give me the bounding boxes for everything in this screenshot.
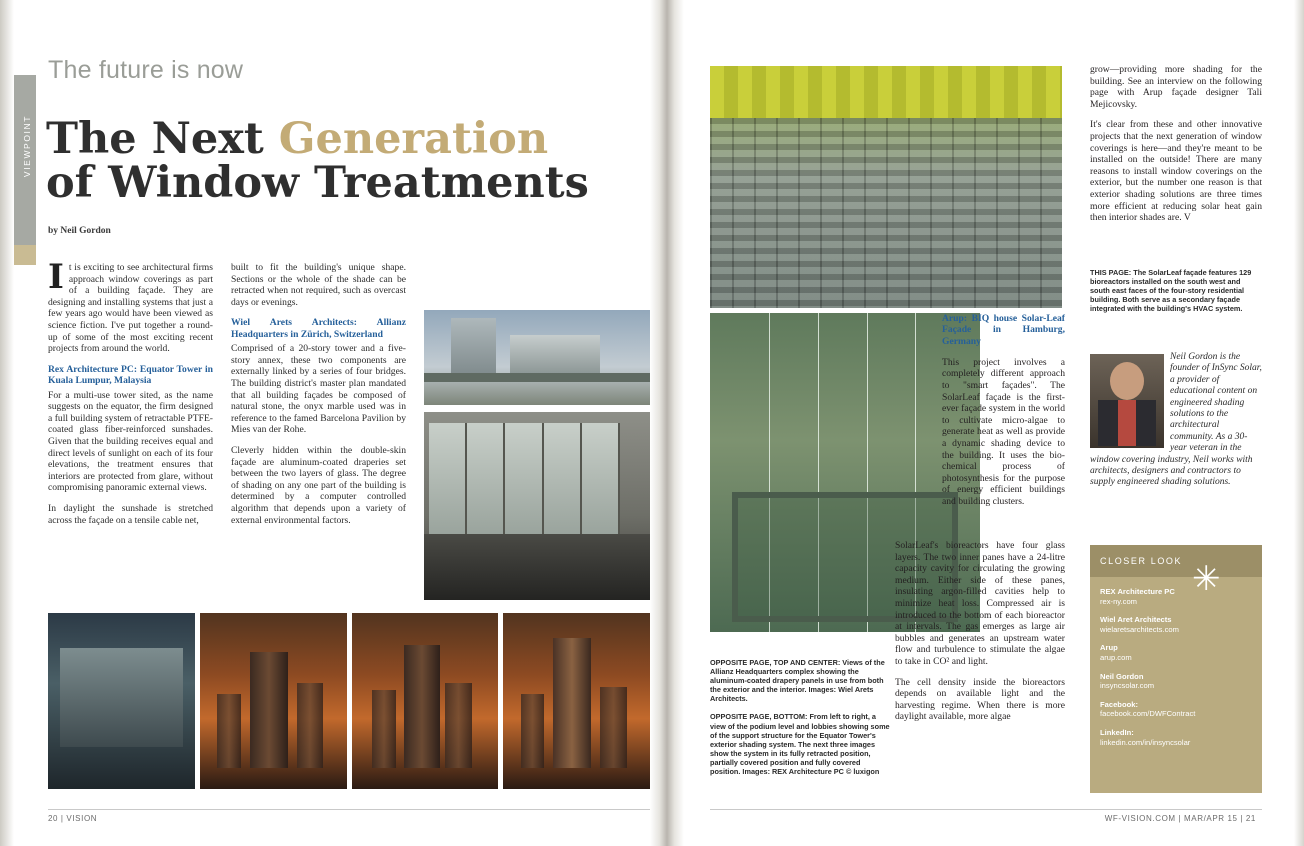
closer-look-title: CLOSER LOOK	[1090, 545, 1262, 577]
photo-allianz-interior-art	[424, 412, 650, 600]
entry-name: Facebook:	[1100, 699, 1138, 709]
body-column-1	[48, 257, 213, 535]
caption-opposite-page	[710, 658, 892, 785]
biq-roof-panels	[710, 66, 1062, 118]
paragraph-arets-2: Cleverly hidden within the double-skin façade are aluminum-coated draperies set between the two layers of glass. The degree of shading on any one part of the building is determined by a computer controlled algorithm that depends upon a variety of external environmental factors.	[231, 444, 406, 526]
list-item[interactable]	[1100, 587, 1252, 606]
tower-body	[250, 652, 288, 768]
left-page-edge	[0, 0, 14, 846]
paragraph-solarleaf-1: SolarLeaf's bioreactors have four glass layers. The two inner panes have a 24-litre capacity cavity for circulating the growing medium. Either side of these panes, insulating argon-filled cavities help to minimize heat loss. Compressed air is introduced to the bottom of each bioreactor at intervals. The gas emerges as large air bubbles and generates an upstream water flow and turbulence to stimulate the algae to take in CO² and light.	[895, 540, 1065, 667]
entry-name: REX Architecture PC	[1100, 587, 1175, 596]
caption-top-center: OPPOSITE PAGE, TOP AND CENTER: Views of the Allianz Headquarters complex showing the aluminum-coated drapery panels in use from both the exterior and the interior. Images: Wiel Arets Architects.	[710, 658, 885, 704]
entry-sub: linkedin.com/in/insyncsolar	[1100, 737, 1191, 747]
photo-tower-retracted	[200, 613, 347, 789]
entry-name: LinkedIn:	[1100, 727, 1134, 737]
entry-name: Arup	[1100, 643, 1118, 653]
subhead-arup: Arup: BIQ house Solar-Leaf Façade in Hamburg, Germany	[942, 313, 1065, 347]
paragraph-rex-1: For a multi-use tower sited, as the name suggests on the equator, the firm designed a full building system of retractable PTFE-coated glass fiber-reinforced sunshades. Given that the building receives equal and direct levels of sunlight on each of its four elevations, the treatment ensures that interiors are protected from glare, without compromising panoramic external views.	[48, 389, 213, 494]
biq-building	[710, 66, 1062, 308]
photo-podium-lobby	[48, 613, 195, 789]
asterisk-icon: ✳	[1192, 560, 1221, 598]
list-item[interactable]	[1100, 728, 1252, 747]
window-bay	[582, 423, 620, 534]
list-item[interactable]	[1100, 672, 1252, 691]
paragraph-rex-2: In daylight the sunshade is stretched across the façade on a tensile cable net,	[48, 502, 213, 526]
entry-sub: rex-ny.com	[1100, 596, 1137, 606]
avatar	[1090, 354, 1164, 448]
photo-allianz-exterior-art	[424, 310, 650, 405]
building-tower	[451, 318, 496, 377]
paragraph-closing-1: grow—providing more shading for the building. See an interview on the following page with Arup façade designer Tali Mejicovsky.	[1090, 64, 1262, 110]
tower-secondary	[217, 694, 240, 768]
page-gutter	[650, 0, 684, 846]
window-bay	[429, 423, 467, 534]
entry-sub: wielaretsarchitects.com	[1100, 624, 1179, 634]
author-bio	[1090, 352, 1262, 489]
entry-sub: insyncsolar.com	[1100, 681, 1155, 691]
section-tab-label: VIEWPOINT	[22, 114, 32, 178]
building-annex	[510, 335, 600, 373]
folio-right: WF-VISION.COM | MAR/APR 15 | 21	[1104, 814, 1256, 823]
article-kicker: The future is now	[48, 56, 244, 84]
paragraph-arup-1: This project involves a completely different approach to "smart façades". The SolarLeaf façade is the first-ever façade system in the world to cultivate micro-algae to generate heat as well as provide a dynamic shading device to the building. It uses the bio-chemical process of photosynthesis for the purpose of energy efficient buildings and building clusters.	[942, 356, 1065, 507]
interior-floor	[424, 534, 650, 600]
body-column-right-b	[895, 540, 1065, 723]
list-item[interactable]	[1100, 700, 1252, 719]
paragraph-intro	[48, 257, 213, 355]
tower-secondary	[372, 690, 395, 767]
podium-structure	[60, 648, 183, 747]
headline-line-2: of Window Treatments	[46, 157, 589, 208]
bridge-deck	[424, 373, 650, 383]
entry-name: Neil Gordon	[1100, 671, 1144, 681]
photo-allianz-interior	[424, 412, 650, 600]
headline-part-2: Generation	[278, 114, 549, 164]
tower-secondary	[600, 687, 626, 768]
window-bay	[544, 423, 582, 534]
paragraph-arets-1: Comprised of a 20-story tower and a five-story annex, these two components are externally linked by a series of four bridges. The building district's master plan mandated that all building façades be composed of natural stone, the onyx marble used was in reference to the famed Barcelona Pavilion by Mies van der Rohe.	[231, 343, 406, 436]
intro-text: t is exciting to see architectural firms approach window coverings as part of a building façade. They are designing and installing systems that just a few years ago would have been viewed as science fiction. I've put together a round-up of some of the most exciting recent projects from around the world.	[48, 262, 213, 355]
body-column-right-c	[1090, 64, 1262, 224]
window-bay	[467, 423, 505, 534]
page-title	[46, 114, 646, 208]
photo-biq-facade	[710, 66, 1062, 308]
closer-look-list	[1090, 577, 1262, 747]
entry-sub: facebook.com/DWFContract	[1100, 709, 1196, 719]
headline-part-1: The Next	[46, 114, 279, 164]
folio-left: 20 | VISION	[48, 814, 98, 823]
divider	[710, 809, 1262, 810]
photo-allianz-exterior	[424, 310, 650, 405]
right-page-edge	[1294, 0, 1304, 846]
byline: by Neil Gordon	[48, 226, 111, 236]
photo-tower-partial	[352, 613, 499, 789]
photo-tower-covered	[503, 613, 650, 789]
closer-look-box	[1090, 545, 1262, 793]
tower-body	[404, 645, 439, 768]
tower-secondary	[521, 694, 544, 768]
caption-bottom: OPPOSITE PAGE, BOTTOM: From left to right, a view of the podium level and lobbies showing some of the support structure for the Equator Tower's exterior shading system. The next three images show the system in its fully retracted position, partially covered position and fully covered position. Images: REX Architecture PC © luxigon	[710, 712, 890, 777]
caption-this-page: THIS PAGE: The SolarLeaf façade features 129 bioreactors installed on the south west and south east faces of the four-story residential building. Both serve as a secondary façade integrated with the building's HVAC system.	[1090, 268, 1252, 314]
subhead-arets: Wiel Arets Architects: Allianz Headquarters in Zürich, Switzerland	[231, 317, 406, 340]
tower-secondary	[297, 683, 323, 767]
photo-strip-equator-tower	[48, 613, 650, 789]
author-bio-text: Neil Gordon is the founder of InSync Solar, a provider of educational content on engineered shading solutions to the architectural community. As a 30-year veteran in the window covering industry, Neil works with architects, designers and contractors to supply engineered shading solutions.	[1090, 352, 1262, 488]
drop-cap: I	[48, 257, 64, 297]
entry-sub: arup.com	[1100, 652, 1132, 662]
subhead-rex: Rex Architecture PC: Equator Tower in Kuala Lumpur, Malaysia	[48, 363, 213, 387]
list-item[interactable]	[1100, 615, 1252, 634]
paragraph-cont: built to fit the building's unique shape. Sections or the whole of the shade can be retracted when not required, such as overcast days or evenings.	[231, 262, 406, 308]
body-column-2	[231, 262, 406, 535]
window-bay	[505, 423, 543, 534]
list-item[interactable]	[1100, 643, 1252, 662]
body-column-right-a	[942, 313, 1065, 517]
tower-secondary	[445, 683, 471, 767]
entry-name: Wiel Aret Architects	[1100, 615, 1172, 625]
divider	[48, 809, 650, 810]
tower-body	[553, 638, 591, 768]
paragraph-closing-2: It's clear from these and other innovative projects that the next generation of window coverings is here—and they're meant to be installed on the outside! There are many reasons to install window coverings on the exterior, but the number one reason is that exterior shading solutions are three times more efficient at reducing solar heat gain then interior shades are. V	[1090, 119, 1262, 224]
paragraph-solarleaf-2: The cell density inside the bioreactors depends on available light and the harvesting regime. When there is more daylight available, more algae	[895, 676, 1065, 723]
section-tab	[14, 75, 36, 245]
